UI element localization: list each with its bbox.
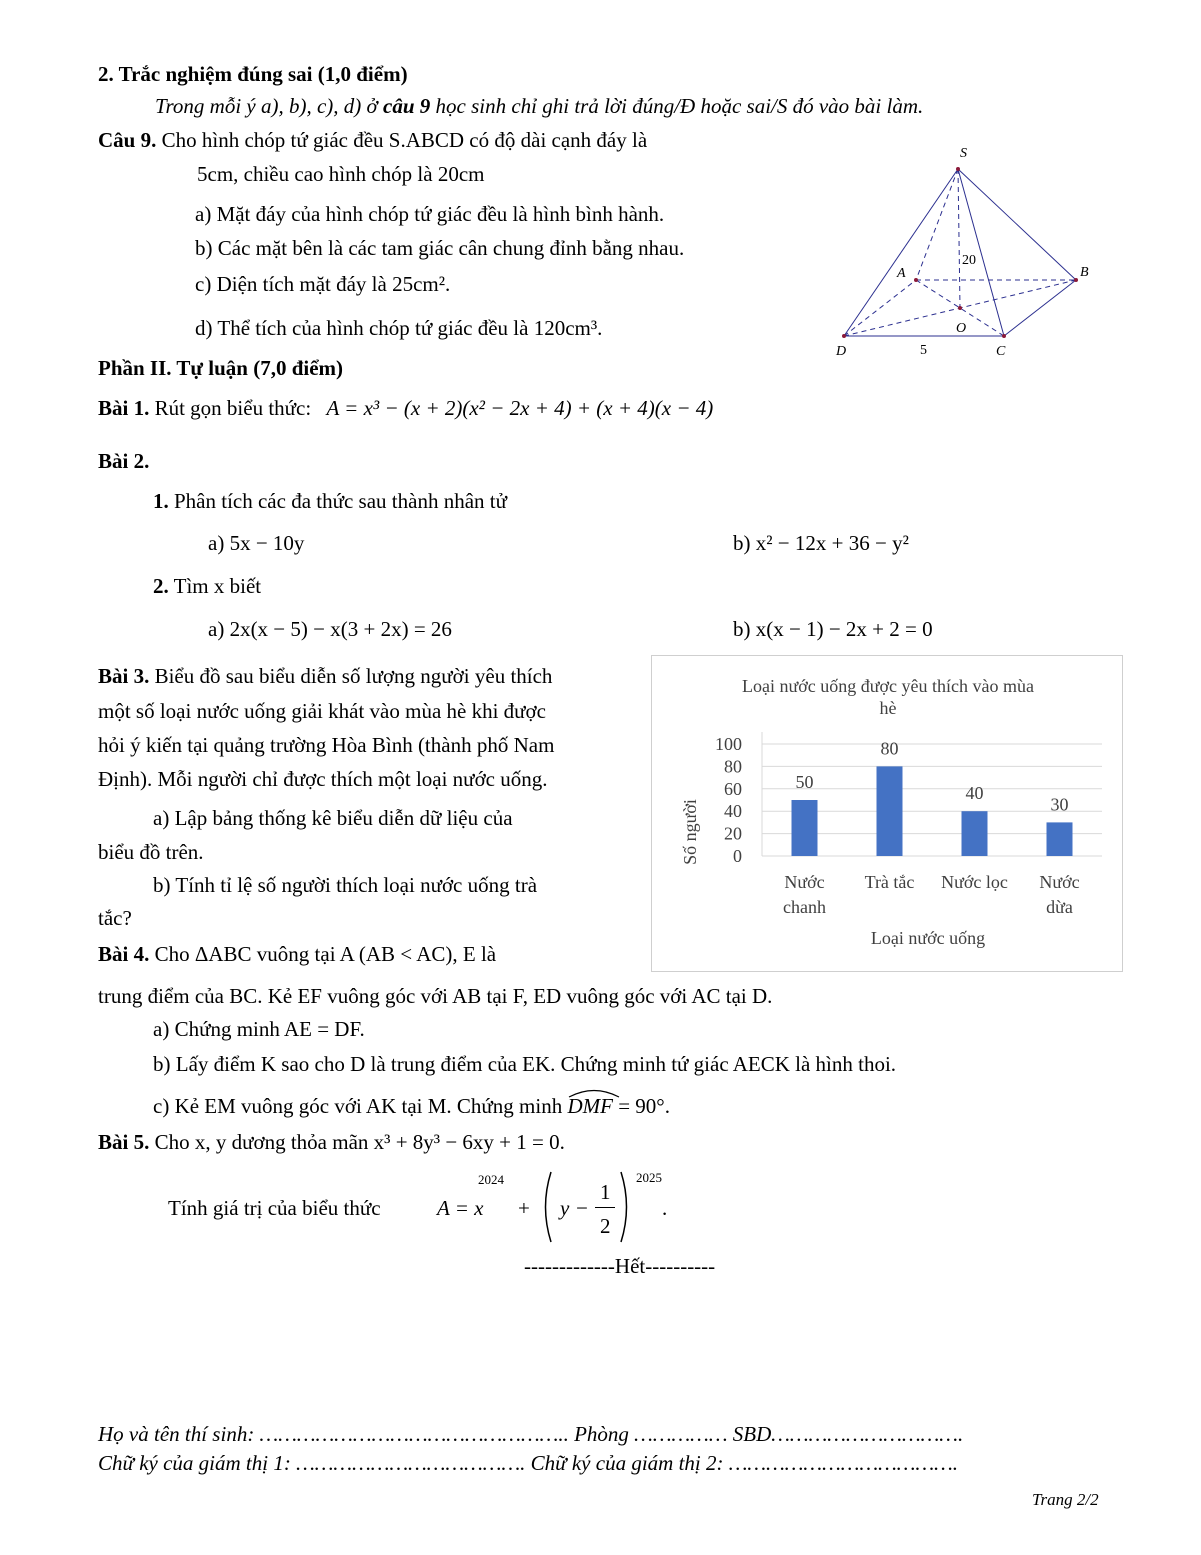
left-paren [538,1170,554,1244]
chart-bar [962,811,988,856]
bai3-a-line1: a) Lập bảng thống kê biểu diễn dữ liệu của [153,806,513,830]
bai5-label: Bài 5. [98,1130,150,1154]
footer-line2: Chữ ký của giám thị 1: ………………………………. Chữ ký của giám thị 2: ………………………………. [98,1451,959,1475]
chart-category-label: Nước [784,872,825,892]
point-d [842,334,846,338]
bai5-frac-den: 2 [600,1214,611,1238]
cau9-b: b) Các mặt bên là các tam giác cân chung đỉnh bằng nhau. [195,236,685,260]
page-number: Trang 2/2 [1032,1490,1099,1509]
chart-xlabel: Loại nước uống [870,928,986,948]
bai3-b-line1: b) Tính tỉ lệ số người thích loại nước uống trà [153,873,538,897]
bai3-line3: hỏi ý kiến tại quảng trường Hòa Bình (thành phố Nam [98,733,555,757]
bai2-label: Bài 2. [98,449,150,473]
bai5-plus: + [518,1196,530,1220]
bai5-exp2: 2025 [636,1170,662,1185]
bai2-p2a: a) 2x(x − 5) − x(3 + 2x) = 26 [208,617,452,641]
cau9-text: Cho hình chóp tứ giác đều S.ABCD có độ dài cạnh đáy là [161,128,648,152]
point-o [958,306,962,310]
bai3-line4: Định). Mỗi người chỉ được thích một loại nước uống. [98,767,548,791]
bai5-exp1: 2024 [478,1172,504,1187]
bai1-label: Bài 1. [98,396,150,420]
label-o: O [956,321,967,336]
bai4-line2: trung điểm của BC. Kẻ EF vuông góc với AB tại F, ED vuông góc với AC tại D. [98,984,773,1008]
chart-title-line1: Loại nước uống được yêu thích vào mùa [742,676,1034,696]
cau9-d: d) Thể tích của hình chóp tứ giác đều là 120cm³. [195,316,603,340]
bai2-p1-text: Phân tích các đa thức sau thành nhân tử [174,489,507,513]
instruction-bold: câu 9 [383,94,431,118]
point-b [1074,278,1078,282]
angle-arc [567,1086,621,1098]
bai5-expr-a-text: A = x [437,1196,484,1220]
edge-sd [844,169,958,336]
bar-chart [652,656,1122,971]
bai2-p1-label: 1. [153,489,169,513]
chart-category-label: Trà tắc [864,872,915,892]
bai1-expr: A = x³ − (x + 2)(x² − 2x + 4) + (x + 4)(x − 4) [326,396,714,420]
bai5-paren-inner: y − [560,1196,589,1220]
chart-data-label: 40 [965,783,984,804]
right-paren [618,1170,634,1244]
angle-text: DMF [567,1094,613,1118]
chart-category-label: Nước lọc [941,872,1008,892]
bai5-frac-bar [595,1207,615,1208]
chart-category-label: Nước [1039,872,1080,892]
chart-ytick-label: 60 [724,778,742,799]
label-b: B [1080,265,1089,280]
cau9-line2: 5cm, chiều cao hình chóp là 20cm [197,162,485,186]
bai1-text: Rút gọn biểu thức: [154,396,312,420]
bai4-line1 [98,942,638,967]
bai3-b-line2: tắc? [98,906,132,930]
bai4-c-pre: c) Kẻ EM vuông góc với AK tại M. Chứng minh [153,1094,568,1118]
bai3-text-1: Biểu đồ sau biểu diễn số lượng người yêu thích [154,664,553,688]
chart-ylabel: Số người [680,799,700,865]
chart-bar [792,800,818,856]
chart-title-line2: hè [879,698,897,718]
end-mark: -------------Hết---------- [524,1254,716,1278]
chart-category-label: dừa [1046,897,1073,917]
cau9-a: a) Mặt đáy của hình chóp tứ giác đều là hình bình hành. [195,202,665,226]
bai3-label: Bài 3. [98,664,150,688]
bai2-p2-label: 2. [153,574,169,598]
bai5-line1 [98,1130,565,1155]
part2-title: Phần II. Tự luận (7,0 điểm) [98,356,344,380]
cau9-c: c) Diện tích mặt đáy là 25cm². [195,272,451,296]
bai4-label: Bài 4. [98,942,150,966]
chart-category-label: chanh [783,897,826,917]
bai4-c [153,1094,670,1119]
chart-bar [877,766,903,856]
point-c [1002,334,1006,338]
cau9-line1 [98,128,810,153]
bai5-line2: Tính giá trị của biểu thức [168,1196,381,1220]
bai4-a: a) Chứng minh AE = DF. [153,1017,365,1041]
chart-ytick-label: 40 [724,801,742,822]
bai3-line1 [98,664,552,689]
bai4-text-1: Cho ΔABC vuông tại A (AB < AC), E là [154,942,497,966]
bai5-frac-num: 1 [600,1180,611,1204]
chart-data-label: 80 [880,738,899,759]
label-c: C [996,344,1006,359]
bai3-a-line2: biểu đồ trên. [98,840,204,864]
footer-line1: Họ và tên thí sinh: ………………………………………….. Phòng …………… SBD…………………………. [98,1422,964,1446]
label-side: 5 [920,343,927,358]
bai2-part2 [153,574,261,599]
chart-ytick-label: 20 [724,823,742,844]
pyramid-figure [830,140,1100,365]
bai5-text: Cho x, y dương thỏa mãn x³ + 8y³ − 6xy + 1 = 0. [154,1130,565,1154]
bai2-p2b: b) x(x − 1) − 2x + 2 = 0 [733,617,933,641]
label-height: 20 [962,253,976,268]
section-title: 2. Trắc nghiệm đúng sai (1,0 điểm) [98,62,408,86]
angle-dmf [567,1094,613,1119]
edge-sa [916,169,958,280]
bai4-b: b) Lấy điểm K sao cho D là trung điểm của EK. Chứng minh tứ giác AECK là hình thoi. [153,1052,897,1076]
chart-container [651,655,1123,972]
bai2-p1a: a) 5x − 10y [208,531,305,555]
chart-data-label: 50 [795,772,814,792]
bai2-p2-text: Tìm x biết [173,574,262,598]
bai5-end: . [662,1196,668,1220]
bai2-p1b: b) x² − 12x + 36 − y² [733,531,909,555]
chart-ytick-label: 80 [724,756,742,777]
cau9-label: Câu 9. [98,128,157,152]
bai5-expr-a [437,1196,483,1221]
label-s: S [960,146,967,161]
bai4-c-post: = 90°. [612,1094,670,1118]
label-a: A [897,266,906,281]
chart-ytick-label: 100 [715,734,742,754]
chart-bar [1047,822,1073,856]
point-s [956,167,960,171]
chart-ytick-label: 0 [733,846,742,866]
section-instruction [155,94,923,119]
bai3-line2: một số loại nước uống giải khát vào mùa hè khi được [98,699,546,723]
label-d: D [836,344,847,359]
point-a [914,278,918,282]
chart-data-label: 30 [1050,794,1069,815]
bai2-part1 [153,489,507,514]
bai1 [98,396,713,421]
height-so [958,169,960,308]
instruction-post: học sinh chỉ ghi trả lời đúng/Đ hoặc sai/S đó vào bài làm. [430,94,924,118]
instruction-pre: Trong mỗi ý a), b), c), d) ở [155,94,383,118]
